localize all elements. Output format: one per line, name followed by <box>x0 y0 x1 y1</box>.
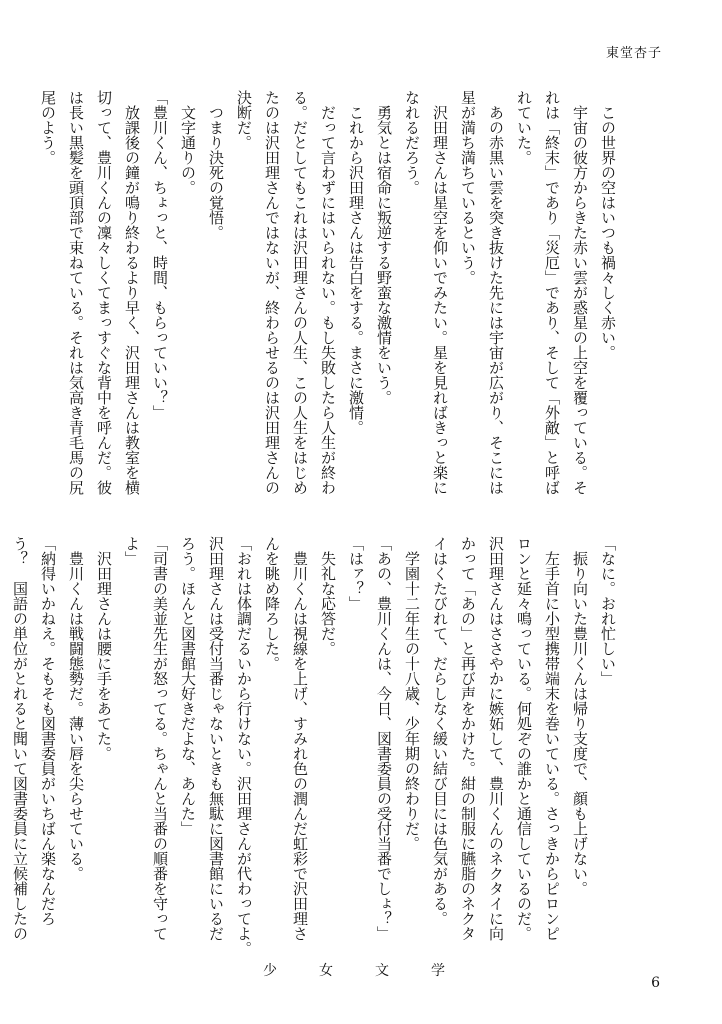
text-line: 失礼な応答だ。 <box>319 536 337 656</box>
text-line: 豊川くんは視線を上げ、すみれ色の潤んだ虹彩で沢田理さ <box>291 536 309 941</box>
text-line: これから沢田理さんは告白をする。まさに激情。 <box>347 90 365 435</box>
text-line: 沢田理さんはささやかに嫉妬して、豊川くんのネクタイに向 <box>487 536 505 941</box>
text-line: 放課後の鐘が鳴り終わるより早く、沢田理さんは教室を横 <box>123 90 141 495</box>
text-block-bottom <box>6 536 622 956</box>
text-line: 「おれは体調だるいから行けない。沢田理さんが代わってよ。 <box>235 536 253 956</box>
text-line: れは「終末」であり「災厄」であり、そして「外敵」と呼ば <box>543 90 561 495</box>
text-line: 「あの、豊川くんは、今日、図書委員の受付当番でしょ？」 <box>375 536 393 941</box>
text-line: 星が満ち満ちているという。 <box>459 90 477 285</box>
text-line: 左手首に小型携帯端末を巻いている。さっきからピロンピ <box>543 536 561 941</box>
text-line: 「納得いかねえ。そもそも図書委員がいちばん楽なんだろ <box>39 536 57 926</box>
text-line: 尾のよう。 <box>39 90 57 165</box>
text-line: 「なに。おれ忙しい」 <box>599 536 617 686</box>
text-line: 「豊川くん、ちょっと、時間、もらっていい？」 <box>151 90 169 420</box>
text-line: 「はァ？」 <box>347 536 365 611</box>
text-line: 「司書の美並先生が怒ってる。ちゃんと当番の順番を守って <box>151 536 169 941</box>
text-line: よ」 <box>123 536 141 566</box>
text-line: だって言わずにはいられない。もし失敗したら人生が終わ <box>319 90 337 495</box>
text-line: 決断だ。 <box>235 90 253 150</box>
text-line: んを眺め降ろした。 <box>263 536 281 671</box>
text-line: 文字通りの。 <box>179 90 197 195</box>
text-line: あの赤黒い雲を突き抜けた先には宇宙が広がり、そこには <box>487 90 505 495</box>
text-line: つまり決死の覚悟。 <box>207 90 225 240</box>
text-line: ロンと延々鳴っている。何処ぞの誰かと通信しているのだ。 <box>515 536 533 941</box>
text-line: ろう。ほんと図書館大好きだよな、あんた」 <box>179 536 197 836</box>
text-block-top <box>34 90 622 495</box>
text-line: う？ 国語の単位がとれると聞いて図書委員に立候補したの <box>11 536 29 941</box>
text-line: たのは沢田理さんではないが、終わらせるのは沢田理さんの <box>263 90 281 495</box>
text-line: は長い黒髪を頭頂部で束ねている。それは気高き青毛馬の尻 <box>67 90 85 495</box>
text-line: る。だとしてもこれは沢田理さんの人生、この人生をはじめ <box>291 90 309 495</box>
text-line: れていた。 <box>515 90 533 165</box>
text-line: 宇宙の彼方からきた赤い雲が惑星の上空を覆っている。そ <box>571 90 589 495</box>
footer-title: 少 女 文 学 <box>263 963 459 979</box>
text-line: 学園十二年生の十八歳、少年期の終わりだ。 <box>403 536 421 851</box>
page-number: 6 <box>651 975 660 991</box>
text-line: 勇気とは宿命に叛逆する野蛮な激情をいう。 <box>375 90 393 405</box>
text-line: 沢田理さんは受付当番じゃないときも無駄に図書館にいるだ <box>207 536 225 941</box>
text-line: 沢田理さんは星空を仰いでみたい。星を見ればきっと楽に <box>431 90 449 495</box>
text-line: 切って、豊川くんの凜々しくてまっすぐな背中を呼んだ。彼 <box>95 90 113 495</box>
text-line: かって「あの」と再び声をかけた。紺の制服に臙脂のネクタ <box>459 536 477 941</box>
text-line: 豊川くんは戦闘態勢だ。薄い唇を尖らせている。 <box>67 536 85 881</box>
text-line: 沢田理さんは腰に手をあてた。 <box>95 536 113 761</box>
text-line: 振り向いた豊川くんは帰り支度で、顔も上げない。 <box>571 536 589 896</box>
text-line: なれるだろう。 <box>403 90 421 195</box>
text-line: イはくたびれて、だらしなく緩い結び目には色気がある。 <box>431 536 449 926</box>
author-name: 東堂杏子 <box>605 46 662 61</box>
text-line: この世界の空はいつも禍々しく赤い。 <box>599 90 617 360</box>
